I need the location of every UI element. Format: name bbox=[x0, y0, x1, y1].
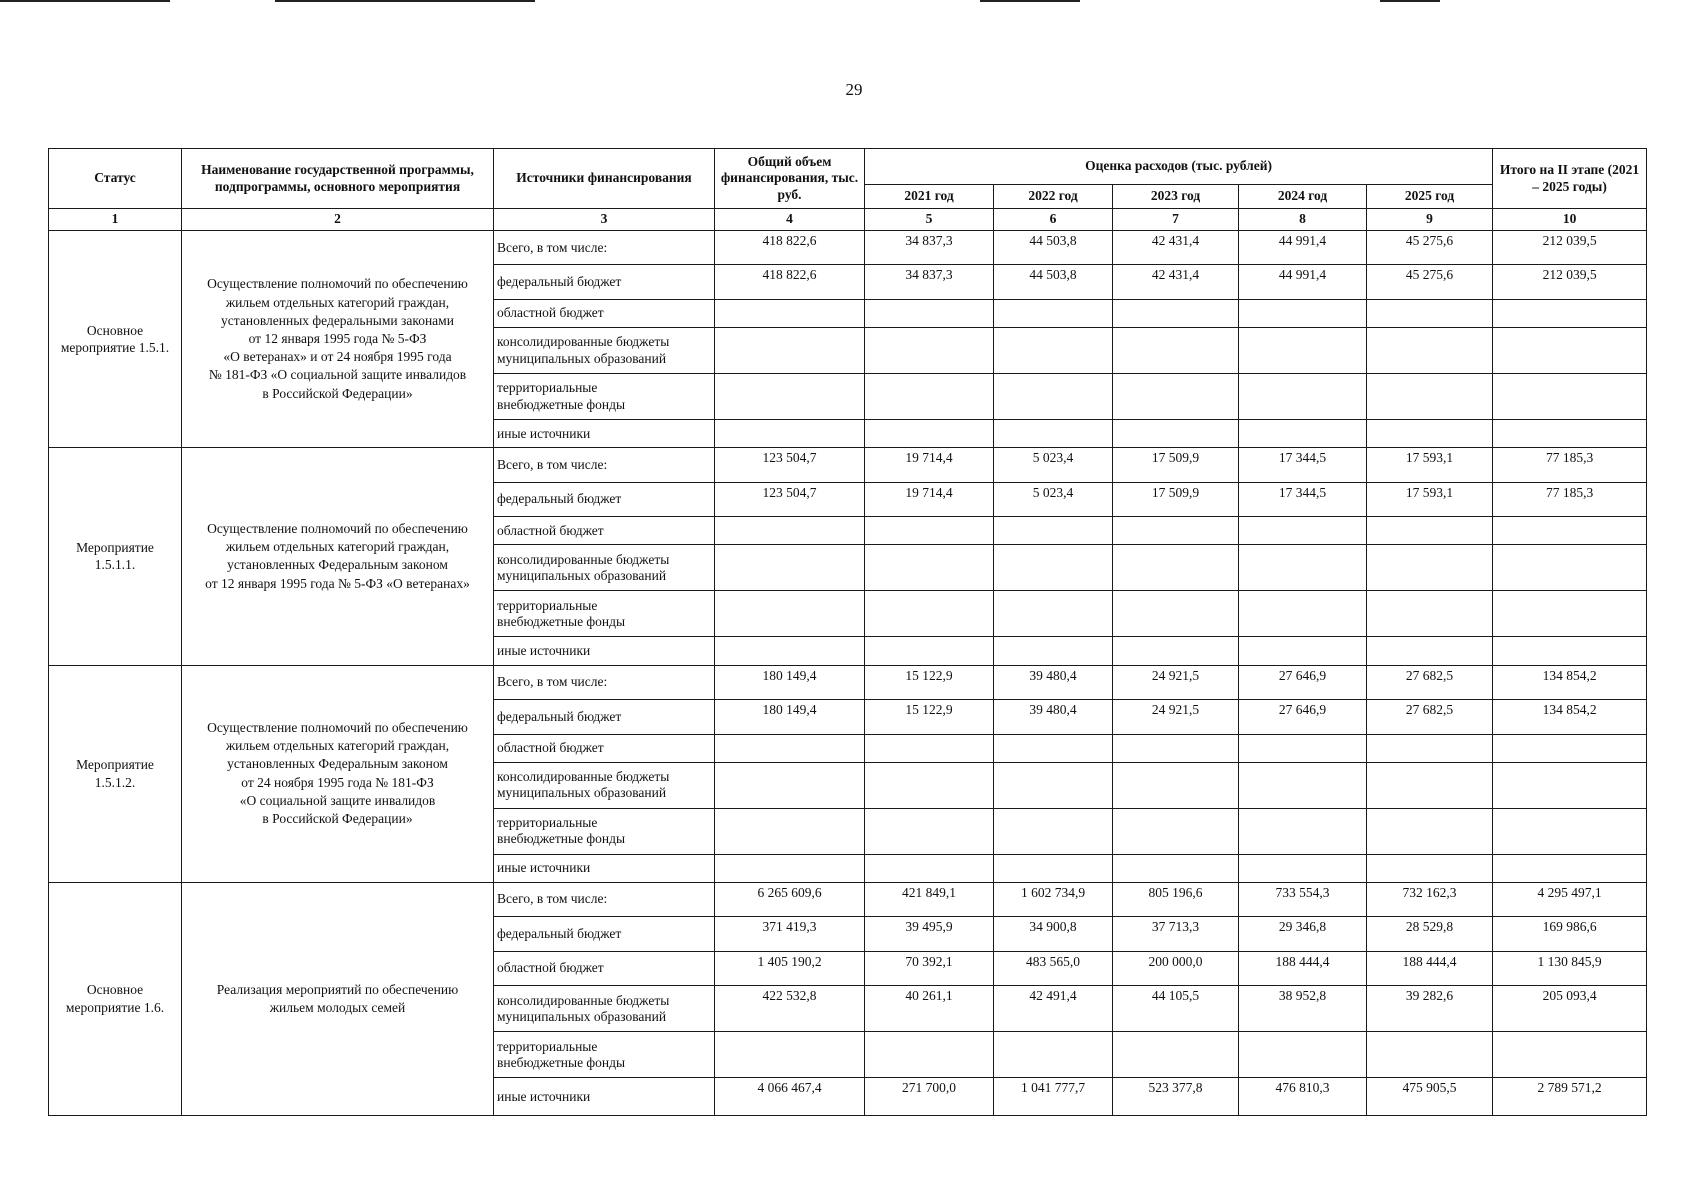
header-sources: Источники финансирования bbox=[494, 149, 715, 209]
amount-cell bbox=[1367, 854, 1493, 882]
amount-cell: 271 700,0 bbox=[865, 1078, 994, 1116]
status-line: мероприятие 1.6. bbox=[65, 999, 165, 1015]
source-regional bbox=[494, 299, 715, 327]
amount-cell bbox=[715, 808, 865, 854]
amount-cell: 45 275,6 bbox=[1367, 231, 1493, 265]
source-label: областной бюджет bbox=[497, 522, 604, 538]
amount-cell: 17 509,9 bbox=[1113, 482, 1239, 516]
amount-cell bbox=[1493, 517, 1647, 545]
amount-cell: 5 023,4 bbox=[994, 482, 1113, 516]
source-municipal bbox=[494, 762, 715, 808]
table-row bbox=[49, 231, 1647, 265]
amount-cell: 733 554,3 bbox=[1239, 882, 1367, 916]
source-all bbox=[494, 882, 715, 916]
amount-cell bbox=[715, 420, 865, 448]
source-federal bbox=[494, 265, 715, 299]
amount-cell bbox=[1113, 420, 1239, 448]
source-label: муниципальных образований bbox=[497, 785, 667, 801]
program-name-line: от 12 января 1995 года № 5-ФЗ «О ветеранах» bbox=[205, 575, 470, 591]
amount-cell bbox=[994, 374, 1113, 420]
amount-cell bbox=[994, 808, 1113, 854]
program-name-line: Осуществление полномочий по обеспечению bbox=[207, 720, 468, 736]
amount-cell bbox=[1367, 517, 1493, 545]
amount-cell bbox=[1493, 854, 1647, 882]
program-name-line: Осуществление полномочий по обеспечению bbox=[207, 520, 468, 536]
amount-cell: 38 952,8 bbox=[1239, 986, 1367, 1032]
status-line: 1.5.1.2. bbox=[94, 774, 136, 790]
program-name-line: Осуществление полномочий по обеспечению bbox=[207, 276, 468, 292]
amount-cell bbox=[1367, 1032, 1493, 1078]
source-label: муниципальных образований bbox=[497, 567, 667, 583]
amount-cell: 188 444,4 bbox=[1239, 951, 1367, 985]
amount-cell bbox=[715, 637, 865, 665]
program-name-line: от 12 января 1995 года № 5-ФЗ bbox=[248, 331, 427, 347]
program-name-line: жильем молодых семей bbox=[269, 999, 406, 1015]
amount-cell bbox=[1493, 637, 1647, 665]
source-territorial bbox=[494, 808, 715, 854]
amount-cell bbox=[994, 328, 1113, 374]
program-name-line: № 181-ФЗ «О социальной защите инвалидов bbox=[208, 367, 467, 383]
amount-cell: 24 921,5 bbox=[1113, 700, 1239, 734]
amount-cell bbox=[1239, 762, 1367, 808]
amount-cell bbox=[715, 328, 865, 374]
source-label: областной бюджет bbox=[497, 960, 604, 976]
source-territorial bbox=[494, 374, 715, 420]
source-other bbox=[494, 1078, 715, 1116]
amount-cell bbox=[715, 545, 865, 591]
amount-cell: 39 480,4 bbox=[994, 665, 1113, 699]
amount-cell bbox=[1239, 420, 1367, 448]
amount-cell bbox=[1239, 734, 1367, 762]
source-territorial bbox=[494, 1032, 715, 1078]
amount-cell: 1 041 777,7 bbox=[994, 1078, 1113, 1116]
amount-cell bbox=[1239, 545, 1367, 591]
amount-cell bbox=[1367, 591, 1493, 637]
amount-cell bbox=[1239, 854, 1367, 882]
amount-cell: 421 849,1 bbox=[865, 882, 994, 916]
amount-cell bbox=[1367, 637, 1493, 665]
financing-table bbox=[48, 148, 1647, 1116]
amount-cell bbox=[1367, 545, 1493, 591]
amount-cell: 4 066 467,4 bbox=[715, 1078, 865, 1116]
amount-cell bbox=[1239, 374, 1367, 420]
source-label: внебюджетные фонды bbox=[497, 1054, 626, 1070]
amount-cell: 17 344,5 bbox=[1239, 448, 1367, 482]
amount-cell bbox=[1367, 420, 1493, 448]
amount-cell bbox=[865, 591, 994, 637]
amount-cell bbox=[1493, 374, 1647, 420]
amount-cell bbox=[994, 734, 1113, 762]
amount-cell: 15 122,9 bbox=[865, 665, 994, 699]
amount-cell: 44 991,4 bbox=[1239, 231, 1367, 265]
program-name-line: в Российской Федерации» bbox=[262, 385, 413, 401]
program-name-line: жильем отдельных категорий граждан, bbox=[225, 738, 450, 754]
status-line: Мероприятие bbox=[76, 757, 154, 773]
source-label: Всего, в том числе: bbox=[497, 456, 608, 472]
amount-cell bbox=[1493, 545, 1647, 591]
amount-cell bbox=[994, 637, 1113, 665]
amount-cell bbox=[1113, 328, 1239, 374]
status-line: Основное bbox=[86, 982, 144, 998]
amount-cell: 45 275,6 bbox=[1367, 265, 1493, 299]
amount-cell: 123 504,7 bbox=[715, 482, 865, 516]
amount-cell: 29 346,8 bbox=[1239, 917, 1367, 951]
amount-cell bbox=[865, 808, 994, 854]
status-cell bbox=[49, 665, 182, 882]
amount-cell: 37 713,3 bbox=[1113, 917, 1239, 951]
amount-cell: 17 593,1 bbox=[1367, 448, 1493, 482]
amount-cell bbox=[865, 854, 994, 882]
source-label: внебюджетные фонды bbox=[497, 396, 626, 412]
amount-cell bbox=[1493, 328, 1647, 374]
source-label: иные источники bbox=[497, 1088, 591, 1104]
program-name-line: установленных федеральными законами bbox=[221, 312, 454, 328]
amount-cell: 42 431,4 bbox=[1113, 231, 1239, 265]
status-line: Мероприятие bbox=[76, 539, 154, 555]
amount-cell: 42 431,4 bbox=[1113, 265, 1239, 299]
column-number: 7 bbox=[1113, 209, 1239, 231]
amount-cell bbox=[1113, 591, 1239, 637]
amount-cell: 70 392,1 bbox=[865, 951, 994, 985]
amount-cell bbox=[1113, 854, 1239, 882]
status-line: мероприятие 1.5.1. bbox=[60, 340, 170, 356]
amount-cell bbox=[865, 1032, 994, 1078]
source-label: Всего, в том числе: bbox=[497, 891, 608, 907]
amount-cell: 169 986,6 bbox=[1493, 917, 1647, 951]
amount-cell: 17 509,9 bbox=[1113, 448, 1239, 482]
program-name-line: «О ветеранах» и от 24 ноября 1995 года bbox=[223, 349, 452, 365]
amount-cell bbox=[1493, 762, 1647, 808]
source-other bbox=[494, 420, 715, 448]
source-label: областной бюджет bbox=[497, 305, 604, 321]
amount-cell: 39 282,6 bbox=[1367, 986, 1493, 1032]
amount-cell: 44 991,4 bbox=[1239, 265, 1367, 299]
amount-cell bbox=[865, 374, 994, 420]
amount-cell bbox=[1367, 299, 1493, 327]
scan-edge-line bbox=[275, 0, 535, 2]
amount-cell: 212 039,5 bbox=[1493, 231, 1647, 265]
program-name-line: жильем отдельных категорий граждан, bbox=[225, 294, 450, 310]
column-number: 4 bbox=[715, 209, 865, 231]
program-name-line: установленных Федеральным законом bbox=[227, 756, 448, 772]
amount-cell bbox=[1239, 591, 1367, 637]
amount-cell: 180 149,4 bbox=[715, 700, 865, 734]
amount-cell: 27 682,5 bbox=[1367, 665, 1493, 699]
amount-cell: 27 646,9 bbox=[1239, 665, 1367, 699]
source-label: консолидированные бюджеты bbox=[497, 551, 670, 567]
source-regional bbox=[494, 517, 715, 545]
source-label: иные источники bbox=[497, 425, 591, 441]
amount-cell: 27 646,9 bbox=[1239, 700, 1367, 734]
amount-cell bbox=[1113, 637, 1239, 665]
source-municipal bbox=[494, 545, 715, 591]
column-number: 6 bbox=[994, 209, 1113, 231]
header-year: 2023 год bbox=[1113, 185, 1239, 209]
source-label: территориальные bbox=[497, 597, 598, 613]
source-territorial bbox=[494, 591, 715, 637]
column-number: 8 bbox=[1239, 209, 1367, 231]
amount-cell bbox=[865, 637, 994, 665]
amount-cell bbox=[1239, 299, 1367, 327]
amount-cell bbox=[1113, 545, 1239, 591]
amount-cell: 422 532,8 bbox=[715, 986, 865, 1032]
header-stage-total: Итого на II этапе (2021 – 2025 годы) bbox=[1493, 149, 1647, 209]
amount-cell bbox=[1367, 734, 1493, 762]
amount-cell bbox=[1493, 591, 1647, 637]
source-label: федеральный бюджет bbox=[497, 491, 622, 507]
program-name-line: от 24 ноября 1995 года № 181-ФЗ bbox=[241, 774, 434, 790]
amount-cell: 77 185,3 bbox=[1493, 482, 1647, 516]
source-all bbox=[494, 665, 715, 699]
amount-cell bbox=[1239, 808, 1367, 854]
program-name-line: жильем отдельных категорий граждан, bbox=[225, 539, 450, 555]
amount-cell bbox=[715, 374, 865, 420]
source-label: консолидированные бюджеты bbox=[497, 769, 670, 784]
source-regional bbox=[494, 951, 715, 985]
amount-cell bbox=[1493, 808, 1647, 854]
source-municipal bbox=[494, 328, 715, 374]
amount-cell: 4 295 497,1 bbox=[1493, 882, 1647, 916]
amount-cell: 180 149,4 bbox=[715, 665, 865, 699]
amount-cell: 19 714,4 bbox=[865, 448, 994, 482]
amount-cell bbox=[1493, 299, 1647, 327]
source-label: Всего, в том числе: bbox=[497, 239, 608, 255]
program-name-line: установленных Федеральным законом bbox=[227, 557, 448, 573]
amount-cell bbox=[1367, 808, 1493, 854]
amount-cell bbox=[1113, 299, 1239, 327]
amount-cell bbox=[1113, 1032, 1239, 1078]
amount-cell: 134 854,2 bbox=[1493, 700, 1647, 734]
source-label: федеральный бюджет bbox=[497, 274, 622, 290]
amount-cell: 6 265 609,6 bbox=[715, 882, 865, 916]
amount-cell: 805 196,6 bbox=[1113, 882, 1239, 916]
amount-cell bbox=[994, 299, 1113, 327]
source-label: внебюджетные фонды bbox=[497, 613, 626, 629]
source-label: иные источники bbox=[497, 642, 591, 658]
amount-cell bbox=[1239, 328, 1367, 374]
amount-cell: 205 093,4 bbox=[1493, 986, 1647, 1032]
amount-cell bbox=[1493, 734, 1647, 762]
source-federal bbox=[494, 917, 715, 951]
amount-cell: 39 495,9 bbox=[865, 917, 994, 951]
amount-cell bbox=[715, 734, 865, 762]
amount-cell: 483 565,0 bbox=[994, 951, 1113, 985]
amount-cell bbox=[994, 517, 1113, 545]
source-label: консолидированные бюджеты bbox=[497, 992, 670, 1008]
amount-cell bbox=[865, 328, 994, 374]
program-name-line: Реализация мероприятий по обеспечению bbox=[216, 981, 459, 997]
source-label: внебюджетные фонды bbox=[497, 831, 626, 847]
source-label: муниципальных образований bbox=[497, 1008, 667, 1024]
table-row bbox=[49, 448, 1647, 482]
amount-cell: 28 529,8 bbox=[1367, 917, 1493, 951]
amount-cell bbox=[994, 545, 1113, 591]
amount-cell bbox=[715, 517, 865, 545]
amount-cell: 39 480,4 bbox=[994, 700, 1113, 734]
amount-cell bbox=[1367, 328, 1493, 374]
amount-cell bbox=[994, 591, 1113, 637]
program-name-cell bbox=[182, 882, 494, 1115]
amount-cell: 15 122,9 bbox=[865, 700, 994, 734]
amount-cell: 732 162,3 bbox=[1367, 882, 1493, 916]
amount-cell: 17 593,1 bbox=[1367, 482, 1493, 516]
source-label: федеральный бюджет bbox=[497, 708, 622, 724]
column-number: 1 bbox=[49, 209, 182, 231]
amount-cell: 44 105,5 bbox=[1113, 986, 1239, 1032]
amount-cell: 418 822,6 bbox=[715, 231, 865, 265]
header-year: 2024 год bbox=[1239, 185, 1367, 209]
table-row bbox=[49, 882, 1647, 916]
amount-cell: 77 185,3 bbox=[1493, 448, 1647, 482]
program-name-cell bbox=[182, 448, 494, 665]
amount-cell: 212 039,5 bbox=[1493, 265, 1647, 299]
column-number-row bbox=[49, 209, 1647, 231]
scan-edge-line bbox=[1380, 0, 1440, 2]
amount-cell bbox=[994, 1032, 1113, 1078]
header-status: Статус bbox=[49, 149, 182, 209]
source-label: консолидированные бюджеты bbox=[497, 334, 670, 350]
amount-cell: 1 130 845,9 bbox=[1493, 951, 1647, 985]
amount-cell: 5 023,4 bbox=[994, 448, 1113, 482]
amount-cell bbox=[1113, 762, 1239, 808]
amount-cell bbox=[865, 299, 994, 327]
amount-cell bbox=[994, 420, 1113, 448]
source-other bbox=[494, 854, 715, 882]
amount-cell: 475 905,5 bbox=[1367, 1078, 1493, 1116]
source-label: территориальные bbox=[497, 1038, 598, 1054]
header-year: 2021 год bbox=[865, 185, 994, 209]
amount-cell: 34 837,3 bbox=[865, 265, 994, 299]
amount-cell bbox=[715, 854, 865, 882]
amount-cell: 123 504,7 bbox=[715, 448, 865, 482]
column-number: 3 bbox=[494, 209, 715, 231]
status-cell bbox=[49, 882, 182, 1115]
amount-cell bbox=[1239, 637, 1367, 665]
amount-cell: 27 682,5 bbox=[1367, 700, 1493, 734]
amount-cell bbox=[715, 299, 865, 327]
header-name: Наименование государственной программы, подпрограммы, основного мероприятия bbox=[182, 149, 494, 209]
amount-cell: 44 503,8 bbox=[994, 265, 1113, 299]
amount-cell bbox=[1239, 1032, 1367, 1078]
amount-cell bbox=[1113, 517, 1239, 545]
column-number: 10 bbox=[1493, 209, 1647, 231]
source-label: территориальные bbox=[497, 814, 598, 830]
amount-cell: 19 714,4 bbox=[865, 482, 994, 516]
amount-cell: 34 837,3 bbox=[865, 231, 994, 265]
amount-cell bbox=[715, 591, 865, 637]
amount-cell: 42 491,4 bbox=[994, 986, 1113, 1032]
scan-edge-line bbox=[980, 0, 1080, 2]
source-label: территориальные bbox=[497, 380, 598, 396]
amount-cell bbox=[715, 1032, 865, 1078]
amount-cell bbox=[1367, 762, 1493, 808]
source-all bbox=[494, 231, 715, 265]
amount-cell bbox=[994, 854, 1113, 882]
source-all bbox=[494, 448, 715, 482]
status-line: 1.5.1.1. bbox=[94, 557, 136, 573]
amount-cell bbox=[994, 762, 1113, 808]
header-year: 2022 год bbox=[994, 185, 1113, 209]
header-year: 2025 год bbox=[1367, 185, 1493, 209]
status-cell bbox=[49, 448, 182, 665]
header-total: Общий объем финансирования, тыс. руб. bbox=[715, 149, 865, 209]
amount-cell bbox=[865, 420, 994, 448]
amount-cell bbox=[1113, 734, 1239, 762]
amount-cell: 44 503,8 bbox=[994, 231, 1113, 265]
program-name-line: в Российской Федерации» bbox=[262, 811, 413, 827]
status-cell bbox=[49, 231, 182, 448]
amount-cell bbox=[1113, 808, 1239, 854]
amount-cell bbox=[1367, 374, 1493, 420]
amount-cell: 418 822,6 bbox=[715, 265, 865, 299]
amount-cell: 200 000,0 bbox=[1113, 951, 1239, 985]
source-municipal bbox=[494, 986, 715, 1032]
amount-cell bbox=[1493, 420, 1647, 448]
amount-cell: 17 344,5 bbox=[1239, 482, 1367, 516]
amount-cell bbox=[865, 762, 994, 808]
amount-cell: 523 377,8 bbox=[1113, 1078, 1239, 1116]
amount-cell: 34 900,8 bbox=[994, 917, 1113, 951]
source-label: областной бюджет bbox=[497, 740, 604, 755]
source-federal bbox=[494, 482, 715, 516]
amount-cell: 371 419,3 bbox=[715, 917, 865, 951]
amount-cell bbox=[715, 762, 865, 808]
amount-cell: 40 261,1 bbox=[865, 986, 994, 1032]
source-label: иные источники bbox=[497, 860, 591, 876]
source-federal bbox=[494, 700, 715, 734]
amount-cell: 476 810,3 bbox=[1239, 1078, 1367, 1116]
amount-cell bbox=[865, 734, 994, 762]
source-label: федеральный бюджет bbox=[497, 925, 622, 941]
amount-cell: 134 854,2 bbox=[1493, 665, 1647, 699]
status-line: Основное bbox=[86, 322, 144, 338]
source-label: Всего, в том числе: bbox=[497, 674, 608, 690]
table-row bbox=[49, 665, 1647, 699]
program-name-cell bbox=[182, 665, 494, 882]
amount-cell bbox=[1493, 1032, 1647, 1078]
source-other bbox=[494, 637, 715, 665]
amount-cell: 2 789 571,2 bbox=[1493, 1078, 1647, 1116]
column-number: 9 bbox=[1367, 209, 1493, 231]
amount-cell bbox=[865, 545, 994, 591]
amount-cell: 1 602 734,9 bbox=[994, 882, 1113, 916]
page-number: 29 bbox=[845, 80, 863, 99]
program-name-cell bbox=[182, 231, 494, 448]
amount-cell bbox=[865, 517, 994, 545]
source-label: муниципальных образований bbox=[497, 350, 667, 366]
amount-cell bbox=[1113, 374, 1239, 420]
amount-cell bbox=[1239, 517, 1367, 545]
amount-cell: 188 444,4 bbox=[1367, 951, 1493, 985]
scan-edge-line bbox=[0, 0, 170, 2]
column-number: 5 bbox=[865, 209, 994, 231]
column-number: 2 bbox=[182, 209, 494, 231]
amount-cell: 24 921,5 bbox=[1113, 665, 1239, 699]
program-name-line: «О социальной защите инвалидов bbox=[239, 792, 436, 808]
header-estimate: Оценка расходов (тыс. рублей) bbox=[865, 149, 1493, 185]
amount-cell: 1 405 190,2 bbox=[715, 951, 865, 985]
table-body bbox=[49, 231, 1647, 1116]
source-regional bbox=[494, 734, 715, 762]
